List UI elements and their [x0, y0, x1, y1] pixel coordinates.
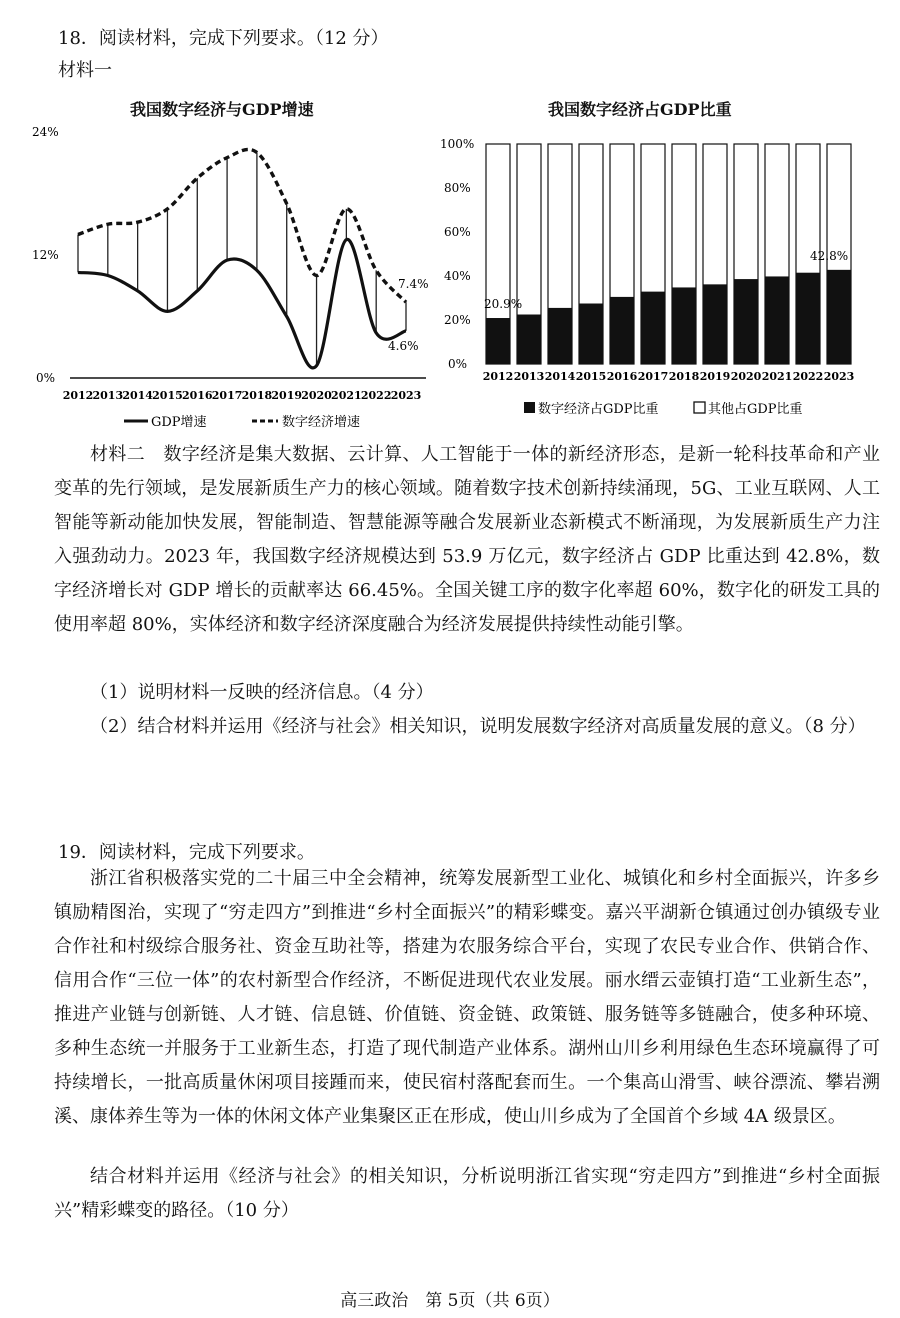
x-tick-label: 2020 — [301, 389, 332, 402]
bar-digital-2022 — [796, 273, 820, 364]
x-tick-label: 2013 — [513, 370, 545, 383]
x-tick-label: 2018 — [668, 370, 700, 383]
bar-digital-2018 — [672, 287, 696, 364]
x-tick-label: 2016 — [606, 370, 638, 383]
x-tick-label: 2012 — [62, 389, 94, 402]
x-tick-label: 2020 — [730, 370, 762, 383]
annotation-2012: 20.9% — [484, 297, 523, 311]
page-footer: 高三政治 第 5页（共 6页） — [340, 1291, 560, 1311]
y-tick-label: 40% — [444, 269, 471, 283]
bar-digital-2019 — [703, 284, 727, 364]
bar-digital-2017 — [641, 292, 665, 364]
bar-digital-2012 — [486, 318, 510, 364]
x-tick-label: 2021 — [331, 389, 362, 402]
legend-swatch-other — [694, 402, 705, 413]
x-tick-label: 2016 — [181, 389, 213, 402]
digital-growth-line — [78, 149, 406, 302]
q18-sub2: （2）结合材料并运用《经济与社会》相关知识，说明发展数字经济对高质量发展的意义。（8 分） — [90, 716, 866, 737]
y-tick-label: 80% — [444, 181, 471, 195]
x-tick-label: 2023 — [823, 370, 855, 383]
y-tick-label: 24% — [32, 125, 59, 139]
legend-digital-share: 数字经济占GDP比重 — [538, 402, 659, 417]
bar-digital-2013 — [517, 315, 541, 365]
x-tick-label: 2013 — [92, 389, 124, 402]
x-tick-label: 2012 — [482, 370, 514, 383]
y-tick-label: 100% — [440, 137, 475, 151]
x-tick-label: 2022 — [792, 370, 824, 383]
legend-digital: 数字经济增速 — [282, 415, 361, 430]
bar-chart — [440, 130, 880, 430]
x-tick-label: 2017 — [211, 389, 243, 402]
material2-paragraph: 材料二 数字经济是集大数据、云计算、人工智能于一体的新经济形态，是新一轮科技革命和产业变革的先行领域，是发展新质生产力的核心领域。随着数字技术创新持续涌现，5G、工业互联网、人工智能等新动能加快发展，智能制造、智慧能源等融合发展新业态新模式不断涌现，为发展新质生产力注入强劲动力。2023 年，我国数字经济规模达到 53.9 万亿元，数字经济占 GDP 比重达到 42.8%，数字经济增长对 GDP 增长的贡献率达 66.45%。全国关键工序的数字化率超 60%，数字化的研发工具的使用率超 80%，实体经济和数字经济深度融合为经济发展提供持续性动能引擎。 — [54, 444, 880, 635]
x-tick-label: 2019 — [699, 370, 731, 383]
x-tick-label: 2023 — [390, 389, 422, 402]
annotation-gdp-2023: 4.6% — [388, 339, 419, 353]
legend-other-share: 其他占GDP比重 — [708, 402, 803, 417]
q19-material: 浙江省积极落实党的二十届三中全会精神，统筹发展新型工业化、城镇化和乡村全面振兴，许多乡镇励精图治，实现了“穷走四方”到推进“乡村全面振兴”的精彩蝶变。嘉兴平湖新仓镇通过创办镇级专业合作社和村级综合服务社、资金互助社等，搭建为农服务综合平台，实现了农民专业合作、供销合作、信用合作“三位一体”的农村新型合作经济，不断促进现代农业发展。丽水缙云壶镇打造“工业新生态”，推进产业链与创新链、人才链、信息链、价值链、资金链、政策链、服务链等多链融合，使多种环境、多种生态统一并服务于工业新生态，打造了现代制造产业体系。湖州山川乡利用绿色生态环境赢得了可持续增长，一批高质量休闲项目接踵而来，使民宿村落配套而生。一个集高山滑雪、峡谷漂流、攀岩溯溪、康体养生等为一体的休闲文体产业集聚区正在形成，使山川乡成为了全国首个乡域 4A 级景区。 — [54, 868, 880, 1127]
y-tick-label: 0% — [36, 371, 56, 385]
q19-question: 结合材料并运用《经济与社会》的相关知识，分析说明浙江省实现“穷走四方”到推进“乡村全面振兴”精彩蝶变的路径。（10 分） — [54, 1166, 880, 1221]
y-tick-label: 60% — [444, 225, 471, 239]
y-tick-label: 0% — [448, 357, 468, 371]
x-tick-label: 2018 — [241, 389, 273, 402]
bar-digital-2021 — [765, 276, 789, 364]
annotation-2023: 42.8% — [810, 249, 849, 263]
annotation-digital-2023: 7.4% — [398, 277, 429, 291]
line-chart — [30, 118, 440, 438]
line-chart-title: 我国数字经济与GDP增速 — [130, 100, 314, 119]
x-tick-label: 2015 — [575, 370, 607, 383]
bar-digital-2016 — [610, 297, 634, 364]
x-tick-label: 2014 — [122, 389, 153, 402]
bar-digital-2015 — [579, 304, 603, 365]
bar-digital-2020 — [734, 279, 758, 364]
y-tick-label: 12% — [32, 248, 59, 262]
x-tick-label: 2021 — [761, 370, 793, 383]
x-tick-label: 2017 — [637, 370, 669, 383]
q18-title: 18．阅读材料，完成下列要求。（12 分） — [58, 28, 389, 49]
bar-digital-2023 — [827, 270, 851, 364]
material1-label: 材料一 — [58, 60, 112, 81]
x-tick-label: 2022 — [360, 389, 392, 402]
legend-gdp: GDP增速 — [151, 415, 207, 430]
gdp-growth-line — [78, 239, 406, 368]
q18-sub1: （1）说明材料一反映的经济信息。（4 分） — [90, 682, 434, 703]
x-tick-label: 2015 — [152, 389, 183, 402]
legend-swatch-digital — [524, 402, 535, 413]
y-tick-label: 20% — [444, 313, 471, 327]
x-tick-label: 2014 — [544, 370, 576, 383]
q19-title: 19．阅读材料，完成下列要求。 — [58, 842, 315, 863]
bar-chart-title: 我国数字经济占GDP比重 — [548, 100, 732, 119]
x-tick-label: 2019 — [271, 389, 303, 402]
bar-digital-2014 — [548, 308, 572, 364]
